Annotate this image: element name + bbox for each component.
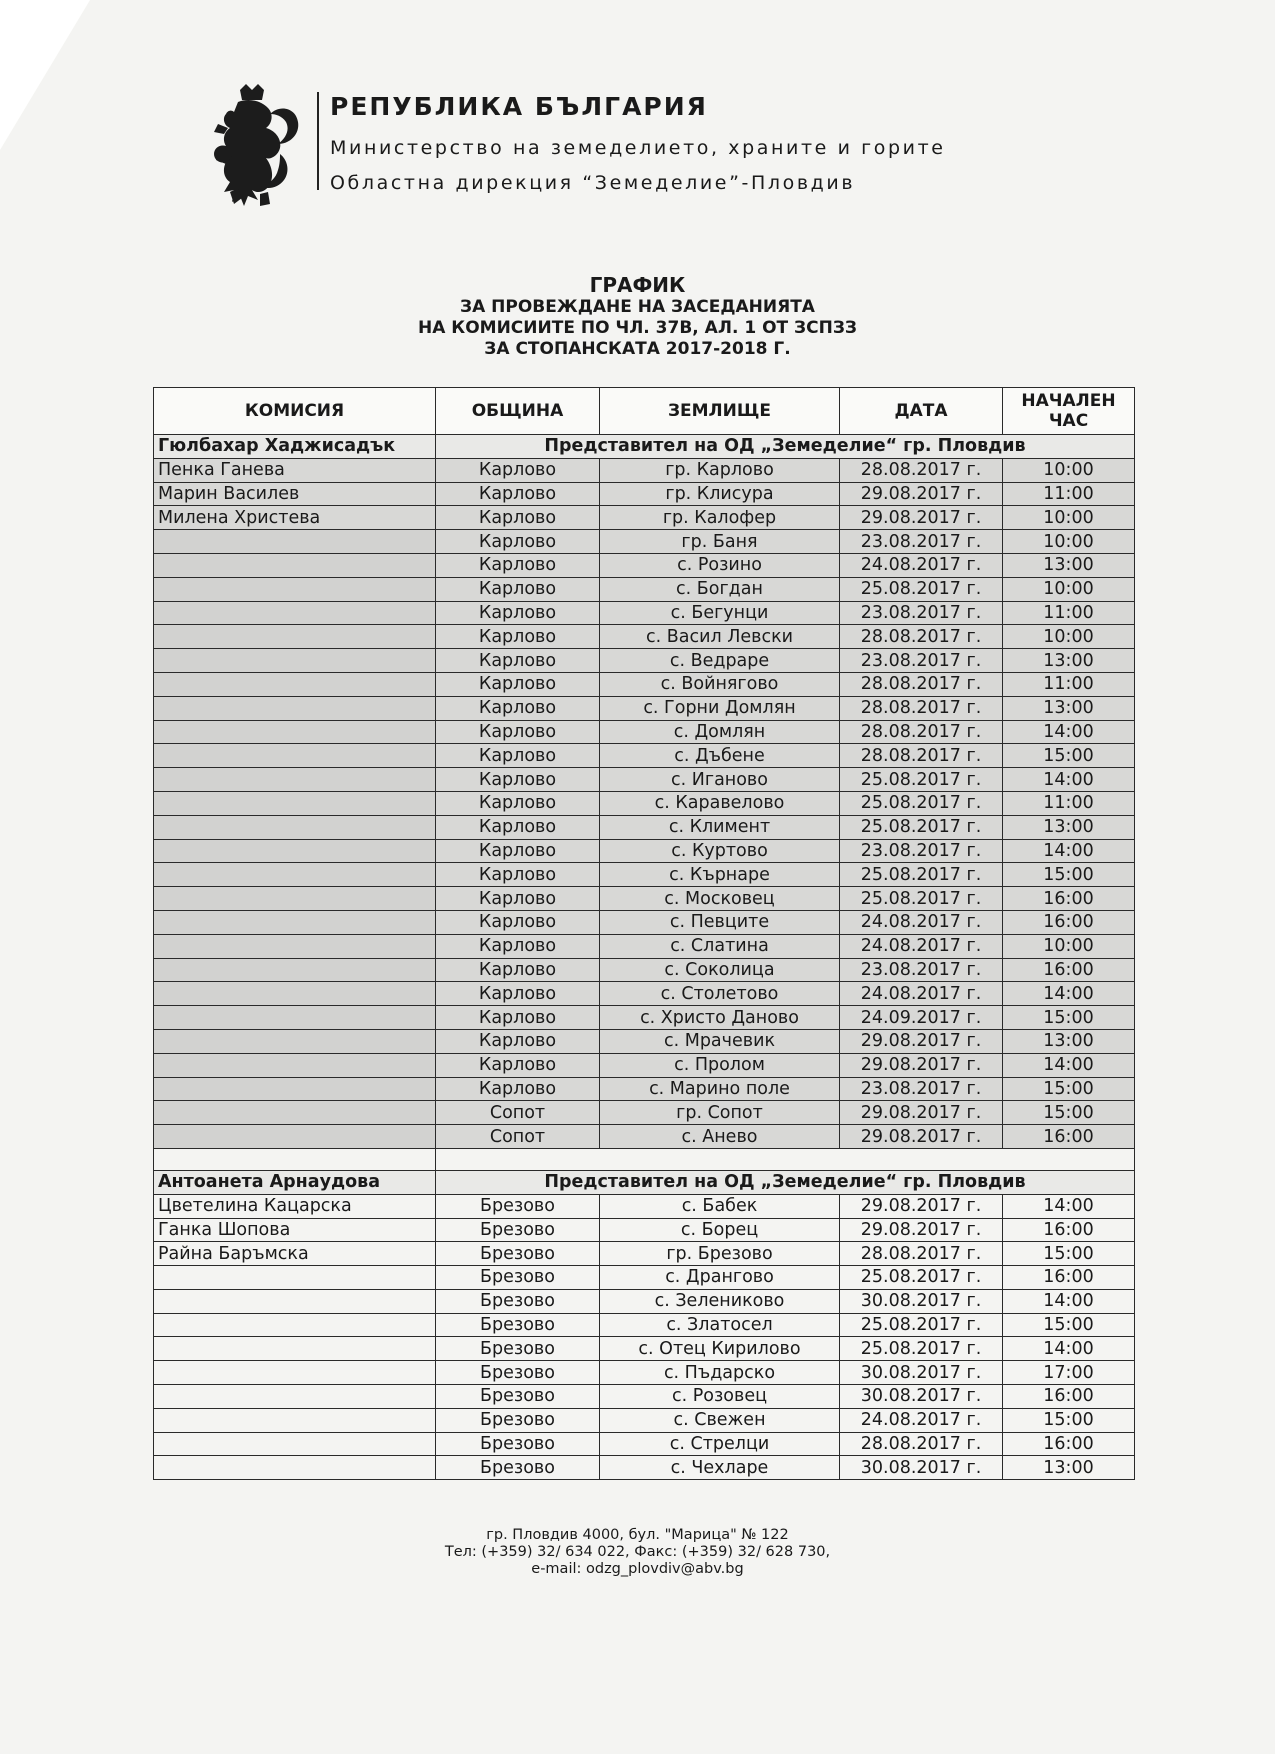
land-cell: с. Анево bbox=[600, 1125, 840, 1149]
table-row bbox=[154, 982, 1135, 1006]
time-cell: 16:00 bbox=[1003, 910, 1135, 934]
date-cell: 28.08.2017 г. bbox=[840, 672, 1003, 696]
member-cell bbox=[154, 672, 436, 696]
date-cell: 24.08.2017 г. bbox=[840, 934, 1003, 958]
column-header: КОМИСИЯ bbox=[154, 388, 436, 435]
member-cell bbox=[154, 1456, 436, 1480]
date-cell: 29.08.2017 г. bbox=[840, 506, 1003, 530]
land-cell: с. Певците bbox=[600, 910, 840, 934]
time-cell: 13:00 bbox=[1003, 1029, 1135, 1053]
spacer-row bbox=[154, 1148, 1135, 1170]
municipality-cell: Карлово bbox=[436, 958, 600, 982]
document-subtitle-1: ЗА ПРОВЕЖДАНЕ НА ЗАСЕДАНИЯТА bbox=[460, 297, 815, 317]
land-cell: гр. Калофер bbox=[600, 506, 840, 530]
table-row bbox=[154, 791, 1135, 815]
land-cell: гр. Сопот bbox=[600, 1101, 840, 1125]
land-cell: с. Дъбене bbox=[600, 744, 840, 768]
municipality-cell: Брезово bbox=[436, 1337, 600, 1361]
member-cell bbox=[154, 815, 436, 839]
municipality-cell: Карлово bbox=[436, 863, 600, 887]
table-row bbox=[154, 934, 1135, 958]
municipality-cell: Карлово bbox=[436, 982, 600, 1006]
date-cell: 24.09.2017 г. bbox=[840, 1006, 1003, 1030]
table-row bbox=[154, 625, 1135, 649]
time-cell: 10:00 bbox=[1003, 934, 1135, 958]
municipality-cell: Сопот bbox=[436, 1125, 600, 1149]
land-cell: с. Свежен bbox=[600, 1408, 840, 1432]
land-cell: с. Златосел bbox=[600, 1313, 840, 1337]
table-row bbox=[154, 1456, 1135, 1480]
spacer-cell bbox=[154, 1148, 436, 1170]
member-cell bbox=[154, 768, 436, 792]
date-cell: 30.08.2017 г. bbox=[840, 1456, 1003, 1480]
municipality-cell: Карлово bbox=[436, 1077, 600, 1101]
land-cell: с. Мрачевик bbox=[600, 1029, 840, 1053]
municipality-cell: Карлово bbox=[436, 910, 600, 934]
land-cell: с. Дрангово bbox=[600, 1266, 840, 1290]
member-cell bbox=[154, 696, 436, 720]
municipality-cell: Карлово bbox=[436, 815, 600, 839]
member-cell: Пенка Ганева bbox=[154, 458, 436, 482]
table-row bbox=[154, 1218, 1135, 1242]
table-row bbox=[154, 482, 1135, 506]
table-row bbox=[154, 744, 1135, 768]
table-row bbox=[154, 720, 1135, 744]
time-cell: 14:00 bbox=[1003, 1337, 1135, 1361]
date-cell: 28.08.2017 г. bbox=[840, 720, 1003, 744]
land-cell: с. Зелениково bbox=[600, 1289, 840, 1313]
municipality-cell: Карлово bbox=[436, 530, 600, 554]
column-header: ЗЕМЛИЩЕ bbox=[600, 388, 840, 435]
land-cell: с. Горни Домлян bbox=[600, 696, 840, 720]
date-cell: 28.08.2017 г. bbox=[840, 625, 1003, 649]
table-row bbox=[154, 768, 1135, 792]
municipality-cell: Карлово bbox=[436, 577, 600, 601]
time-cell: 10:00 bbox=[1003, 625, 1135, 649]
time-cell: 15:00 bbox=[1003, 1313, 1135, 1337]
republic-title: РЕПУБЛИКА БЪЛГАРИЯ bbox=[330, 92, 708, 121]
table-row bbox=[154, 506, 1135, 530]
date-cell: 23.08.2017 г. bbox=[840, 958, 1003, 982]
commission-header-row bbox=[154, 435, 1135, 459]
date-cell: 25.08.2017 г. bbox=[840, 577, 1003, 601]
land-cell: с. Васил Левски bbox=[600, 625, 840, 649]
land-cell: гр. Клисура bbox=[600, 482, 840, 506]
time-cell: 10:00 bbox=[1003, 577, 1135, 601]
time-cell: 11:00 bbox=[1003, 672, 1135, 696]
table-row bbox=[154, 458, 1135, 482]
date-cell: 23.08.2017 г. bbox=[840, 601, 1003, 625]
table-row bbox=[154, 1077, 1135, 1101]
directorate-name: Областна дирекция “Земеделие”-Пловдив bbox=[330, 172, 856, 194]
member-cell bbox=[154, 791, 436, 815]
time-cell: 14:00 bbox=[1003, 768, 1135, 792]
time-cell: 16:00 bbox=[1003, 1385, 1135, 1409]
time-cell: 13:00 bbox=[1003, 1456, 1135, 1480]
member-cell bbox=[154, 934, 436, 958]
land-cell: с. Бабек bbox=[600, 1194, 840, 1218]
land-cell: гр. Брезово bbox=[600, 1242, 840, 1266]
municipality-cell: Брезово bbox=[436, 1289, 600, 1313]
time-cell: 14:00 bbox=[1003, 839, 1135, 863]
table-row bbox=[154, 910, 1135, 934]
time-cell: 11:00 bbox=[1003, 482, 1135, 506]
time-cell: 11:00 bbox=[1003, 791, 1135, 815]
representative-label: Представител на ОД „Земеделие“ гр. Пловдив bbox=[436, 1170, 1135, 1194]
member-cell bbox=[154, 744, 436, 768]
time-cell: 15:00 bbox=[1003, 1077, 1135, 1101]
time-cell: 10:00 bbox=[1003, 458, 1135, 482]
member-cell bbox=[154, 958, 436, 982]
municipality-cell: Брезово bbox=[436, 1456, 600, 1480]
time-cell: 15:00 bbox=[1003, 744, 1135, 768]
member-cell: Цветелина Кацарска bbox=[154, 1194, 436, 1218]
member-cell bbox=[154, 625, 436, 649]
date-cell: 29.08.2017 г. bbox=[840, 1218, 1003, 1242]
table-row bbox=[154, 1029, 1135, 1053]
member-cell bbox=[154, 1077, 436, 1101]
land-cell: с. Иганово bbox=[600, 768, 840, 792]
footer-email: e-mail: odzg_plovdiv@abv.bg bbox=[531, 1561, 744, 1577]
column-header: ДАТА bbox=[840, 388, 1003, 435]
time-cell: 10:00 bbox=[1003, 506, 1135, 530]
member-cell bbox=[154, 1266, 436, 1290]
land-cell: с. Розино bbox=[600, 553, 840, 577]
date-cell: 24.08.2017 г. bbox=[840, 553, 1003, 577]
member-cell bbox=[154, 887, 436, 911]
time-cell: 15:00 bbox=[1003, 1006, 1135, 1030]
commission-header-row bbox=[154, 1170, 1135, 1194]
time-cell: 17:00 bbox=[1003, 1361, 1135, 1385]
land-cell: с. Куртово bbox=[600, 839, 840, 863]
representative-label: Представител на ОД „Земеделие“ гр. Пловдив bbox=[436, 435, 1135, 459]
municipality-cell: Карлово bbox=[436, 672, 600, 696]
land-cell: с. Богдан bbox=[600, 577, 840, 601]
municipality-cell: Карлово bbox=[436, 887, 600, 911]
municipality-cell: Карлово bbox=[436, 601, 600, 625]
date-cell: 29.08.2017 г. bbox=[840, 1029, 1003, 1053]
land-cell: с. Пъдарско bbox=[600, 1361, 840, 1385]
date-cell: 24.08.2017 г. bbox=[840, 910, 1003, 934]
scan-corner bbox=[0, 0, 90, 150]
municipality-cell: Брезово bbox=[436, 1432, 600, 1456]
column-header: НАЧАЛЕН ЧАС bbox=[1003, 388, 1135, 435]
table-row bbox=[154, 1266, 1135, 1290]
municipality-cell: Карлово bbox=[436, 744, 600, 768]
date-cell: 25.08.2017 г. bbox=[840, 815, 1003, 839]
land-cell: гр. Карлово bbox=[600, 458, 840, 482]
land-cell: с. Бегунци bbox=[600, 601, 840, 625]
column-header: ОБЩИНА bbox=[436, 388, 600, 435]
table-row bbox=[154, 1408, 1135, 1432]
spacer-cell bbox=[436, 1148, 1135, 1170]
table-row bbox=[154, 1432, 1135, 1456]
date-cell: 23.08.2017 г. bbox=[840, 1077, 1003, 1101]
table-row bbox=[154, 1361, 1135, 1385]
date-cell: 28.08.2017 г. bbox=[840, 696, 1003, 720]
land-cell: с. Слатина bbox=[600, 934, 840, 958]
table-row bbox=[154, 601, 1135, 625]
date-cell: 29.08.2017 г. bbox=[840, 1194, 1003, 1218]
land-cell: с. Войнягово bbox=[600, 672, 840, 696]
member-cell bbox=[154, 649, 436, 673]
land-cell: с. Соколица bbox=[600, 958, 840, 982]
time-cell: 13:00 bbox=[1003, 553, 1135, 577]
table-row bbox=[154, 649, 1135, 673]
municipality-cell: Карлово bbox=[436, 1006, 600, 1030]
municipality-cell: Карлово bbox=[436, 649, 600, 673]
member-cell: Милена Христева bbox=[154, 506, 436, 530]
member-cell bbox=[154, 720, 436, 744]
time-cell: 15:00 bbox=[1003, 1101, 1135, 1125]
date-cell: 30.08.2017 г. bbox=[840, 1361, 1003, 1385]
land-cell: с. Борец bbox=[600, 1218, 840, 1242]
time-cell: 16:00 bbox=[1003, 887, 1135, 911]
date-cell: 29.08.2017 г. bbox=[840, 1053, 1003, 1077]
member-cell: Марин Василев bbox=[154, 482, 436, 506]
table-row bbox=[154, 863, 1135, 887]
date-cell: 28.08.2017 г. bbox=[840, 1432, 1003, 1456]
table-row bbox=[154, 1242, 1135, 1266]
date-cell: 23.08.2017 г. bbox=[840, 839, 1003, 863]
table-row bbox=[154, 1101, 1135, 1125]
table-row bbox=[154, 1313, 1135, 1337]
time-cell: 11:00 bbox=[1003, 601, 1135, 625]
member-cell bbox=[154, 601, 436, 625]
municipality-cell: Карлово bbox=[436, 1029, 600, 1053]
member-cell bbox=[154, 1053, 436, 1077]
municipality-cell: Карлово bbox=[436, 791, 600, 815]
date-cell: 24.08.2017 г. bbox=[840, 982, 1003, 1006]
table-row bbox=[154, 815, 1135, 839]
table-row bbox=[154, 1125, 1135, 1149]
date-cell: 28.08.2017 г. bbox=[840, 744, 1003, 768]
land-cell: гр. Баня bbox=[600, 530, 840, 554]
member-cell bbox=[154, 553, 436, 577]
table-row bbox=[154, 1053, 1135, 1077]
table-row bbox=[154, 530, 1135, 554]
member-cell bbox=[154, 530, 436, 554]
letterhead-divider bbox=[317, 92, 319, 190]
land-cell: с. Ведраре bbox=[600, 649, 840, 673]
municipality-cell: Карлово bbox=[436, 720, 600, 744]
footer-phones: Тел: (+359) 32/ 634 022, Факс: (+359) 32/ 628 730, bbox=[444, 1544, 831, 1560]
ministry-name: Министерство на земеделието, храните и горите bbox=[330, 137, 946, 159]
date-cell: 23.08.2017 г. bbox=[840, 649, 1003, 673]
date-cell: 29.08.2017 г. bbox=[840, 482, 1003, 506]
date-cell: 25.08.2017 г. bbox=[840, 1337, 1003, 1361]
member-cell bbox=[154, 1101, 436, 1125]
table-row bbox=[154, 887, 1135, 911]
municipality-cell: Брезово bbox=[436, 1408, 600, 1432]
municipality-cell: Карлово bbox=[436, 506, 600, 530]
time-cell: 13:00 bbox=[1003, 649, 1135, 673]
member-cell bbox=[154, 1337, 436, 1361]
land-cell: с. Стрелци bbox=[600, 1432, 840, 1456]
footer-address: гр. Пловдив 4000, бул. "Марица" № 122 bbox=[486, 1527, 789, 1543]
land-cell: с. Каравелово bbox=[600, 791, 840, 815]
member-cell: Ганка Шопова bbox=[154, 1218, 436, 1242]
date-cell: 28.08.2017 г. bbox=[840, 1242, 1003, 1266]
member-cell bbox=[154, 1125, 436, 1149]
time-cell: 16:00 bbox=[1003, 1432, 1135, 1456]
table-row bbox=[154, 577, 1135, 601]
date-cell: 28.08.2017 г. bbox=[840, 458, 1003, 482]
document-title-block bbox=[0, 273, 1275, 360]
date-cell: 25.08.2017 г. bbox=[840, 1313, 1003, 1337]
table-row bbox=[154, 1385, 1135, 1409]
land-cell: с. Столетово bbox=[600, 982, 840, 1006]
footer-contacts bbox=[0, 1527, 1275, 1578]
land-cell: с. Домлян bbox=[600, 720, 840, 744]
time-cell: 14:00 bbox=[1003, 1194, 1135, 1218]
municipality-cell: Карлово bbox=[436, 768, 600, 792]
municipality-cell: Карлово bbox=[436, 696, 600, 720]
member-cell bbox=[154, 1408, 436, 1432]
time-cell: 15:00 bbox=[1003, 1242, 1135, 1266]
member-cell bbox=[154, 1006, 436, 1030]
municipality-cell: Карлово bbox=[436, 553, 600, 577]
date-cell: 25.08.2017 г. bbox=[840, 768, 1003, 792]
coat-of-arms-lion-icon bbox=[210, 84, 305, 209]
document-subtitle-2: НА КОМИСИИТЕ ПО ЧЛ. 37В, АЛ. 1 ОТ ЗСПЗЗ bbox=[418, 318, 857, 338]
member-cell bbox=[154, 577, 436, 601]
letterhead bbox=[210, 84, 1010, 214]
member-cell bbox=[154, 982, 436, 1006]
time-cell: 14:00 bbox=[1003, 1289, 1135, 1313]
document-title: ГРАФИК bbox=[589, 273, 686, 297]
land-cell: с. Христо Даново bbox=[600, 1006, 840, 1030]
time-cell: 10:00 bbox=[1003, 530, 1135, 554]
member-cell bbox=[154, 839, 436, 863]
date-cell: 29.08.2017 г. bbox=[840, 1125, 1003, 1149]
table-row bbox=[154, 1194, 1135, 1218]
date-cell: 25.08.2017 г. bbox=[840, 887, 1003, 911]
time-cell: 14:00 bbox=[1003, 1053, 1135, 1077]
table-row bbox=[154, 1337, 1135, 1361]
date-cell: 25.08.2017 г. bbox=[840, 1266, 1003, 1290]
table-row bbox=[154, 1289, 1135, 1313]
member-cell: Райна Баръмска bbox=[154, 1242, 436, 1266]
member-cell bbox=[154, 1432, 436, 1456]
municipality-cell: Брезово bbox=[436, 1218, 600, 1242]
table-row bbox=[154, 839, 1135, 863]
time-cell: 14:00 bbox=[1003, 720, 1135, 744]
date-cell: 29.08.2017 г. bbox=[840, 1101, 1003, 1125]
land-cell: с. Кърнаре bbox=[600, 863, 840, 887]
land-cell: с. Московец bbox=[600, 887, 840, 911]
member-cell bbox=[154, 1289, 436, 1313]
member-cell bbox=[154, 1313, 436, 1337]
municipality-cell: Карлово bbox=[436, 1053, 600, 1077]
time-cell: 14:00 bbox=[1003, 982, 1135, 1006]
member-cell bbox=[154, 910, 436, 934]
schedule-table-body bbox=[154, 435, 1135, 1480]
date-cell: 30.08.2017 г. bbox=[840, 1385, 1003, 1409]
municipality-cell: Карлово bbox=[436, 839, 600, 863]
municipality-cell: Брезово bbox=[436, 1361, 600, 1385]
time-cell: 16:00 bbox=[1003, 958, 1135, 982]
time-cell: 15:00 bbox=[1003, 863, 1135, 887]
schedule-table bbox=[153, 387, 1135, 1480]
date-cell: 30.08.2017 г. bbox=[840, 1289, 1003, 1313]
time-cell: 15:00 bbox=[1003, 1408, 1135, 1432]
commission-chair: Антоанета Арнаудова bbox=[154, 1170, 436, 1194]
land-cell: с. Марино поле bbox=[600, 1077, 840, 1101]
time-cell: 13:00 bbox=[1003, 815, 1135, 839]
table-row bbox=[154, 553, 1135, 577]
member-cell bbox=[154, 1361, 436, 1385]
municipality-cell: Сопот bbox=[436, 1101, 600, 1125]
municipality-cell: Брезово bbox=[436, 1242, 600, 1266]
land-cell: с. Пролом bbox=[600, 1053, 840, 1077]
municipality-cell: Брезово bbox=[436, 1385, 600, 1409]
table-header-row bbox=[154, 388, 1135, 435]
municipality-cell: Брезово bbox=[436, 1313, 600, 1337]
member-cell bbox=[154, 1385, 436, 1409]
date-cell: 25.08.2017 г. bbox=[840, 863, 1003, 887]
municipality-cell: Брезово bbox=[436, 1266, 600, 1290]
date-cell: 25.08.2017 г. bbox=[840, 791, 1003, 815]
member-cell bbox=[154, 1029, 436, 1053]
table-row bbox=[154, 1006, 1135, 1030]
time-cell: 13:00 bbox=[1003, 696, 1135, 720]
date-cell: 23.08.2017 г. bbox=[840, 530, 1003, 554]
land-cell: с. Отец Кирилово bbox=[600, 1337, 840, 1361]
table-row bbox=[154, 672, 1135, 696]
table-row bbox=[154, 696, 1135, 720]
table-row bbox=[154, 958, 1135, 982]
time-cell: 16:00 bbox=[1003, 1266, 1135, 1290]
document-subtitle-3: ЗА СТОПАНСКАТА 2017-2018 Г. bbox=[484, 339, 791, 359]
municipality-cell: Брезово bbox=[436, 1194, 600, 1218]
commission-chair: Гюлбахар Хаджисадък bbox=[154, 435, 436, 459]
land-cell: с. Розовец bbox=[600, 1385, 840, 1409]
time-cell: 16:00 bbox=[1003, 1125, 1135, 1149]
date-cell: 24.08.2017 г. bbox=[840, 1408, 1003, 1432]
municipality-cell: Карлово bbox=[436, 934, 600, 958]
member-cell bbox=[154, 863, 436, 887]
land-cell: с. Чехларе bbox=[600, 1456, 840, 1480]
municipality-cell: Карлово bbox=[436, 625, 600, 649]
time-cell: 16:00 bbox=[1003, 1218, 1135, 1242]
municipality-cell: Карлово bbox=[436, 482, 600, 506]
municipality-cell: Карлово bbox=[436, 458, 600, 482]
land-cell: с. Климент bbox=[600, 815, 840, 839]
